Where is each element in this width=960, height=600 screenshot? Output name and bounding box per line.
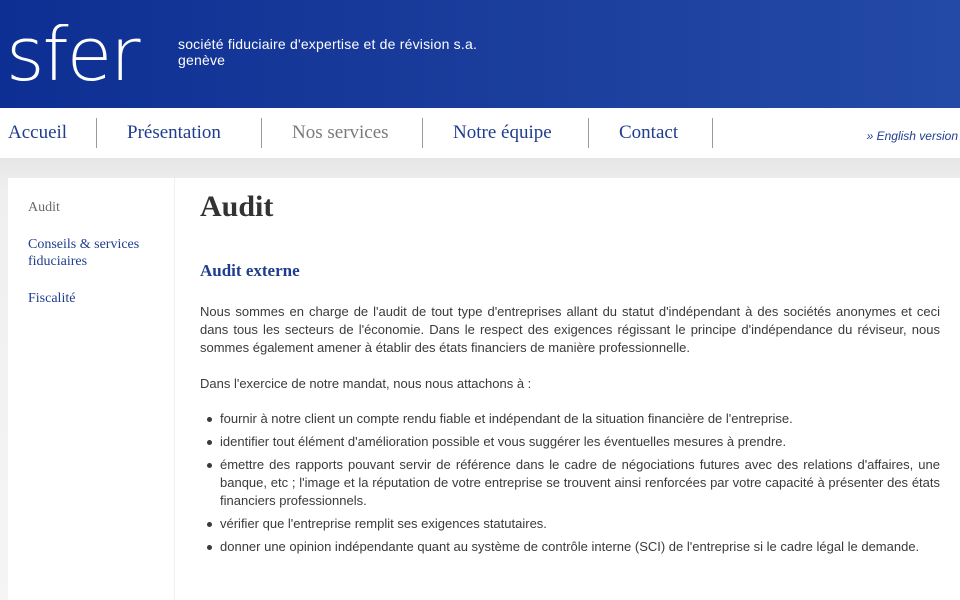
list-item (200, 433, 940, 451)
sidebar-item-fiscalite[interactable]: Fiscalité (28, 291, 76, 306)
list-item-text: fournir à notre client un compte rendu fiable et indépendant de la situation financière de l'entreprise. (220, 411, 793, 426)
company-tagline (178, 36, 477, 68)
nav-notre-equipe[interactable]: Notre équipe (453, 122, 552, 143)
list-item-text: vérifier que l'entreprise remplit ses exigences statutaires. (220, 516, 547, 531)
section-title: Audit externe (200, 261, 300, 280)
list-item-text: émettre des rapports pouvant servir de référence dans le cadre de négociations futures avec des relations d'affaires, une banque, etc ; l'image et la réputation de votre entreprise se trouvent ainsi renforcées par votre capacité à présenter des états financiers professionnels. (220, 457, 940, 508)
list-item (200, 515, 940, 533)
tagline-line-2: genève (178, 52, 226, 68)
intro-paragraph: Nous sommes en charge de l'audit de tout type d'entreprises allant du statut d'indépendant à des sociétés anonymes et ceci dans tous les secteurs de l'économie. Dans le respect des exigences régissant le principe d'indépendance du réviseur, nous sommes également amener à établir des états financiers de manière professionnelle. (200, 304, 940, 355)
mandate-list (200, 410, 940, 561)
nav-separator (422, 118, 423, 148)
english-version-link[interactable]: » English version (866, 129, 958, 143)
sidebar-item-conseils[interactable]: Conseils & services fiduciaires (28, 237, 140, 269)
list-item (200, 410, 940, 428)
bullet-icon (207, 463, 212, 468)
bullet-icon (207, 522, 212, 527)
sidebar (8, 178, 174, 600)
sidebar-item-audit[interactable]: Audit (28, 200, 60, 215)
bullet-icon (207, 545, 212, 550)
nav-presentation[interactable]: Présentation (127, 122, 221, 143)
bullet-icon (207, 417, 212, 422)
tagline-line-1: société fiduciaire d'expertise et de révision s.a. (178, 36, 478, 52)
sfer-logo[interactable] (6, 24, 166, 110)
list-item-text: donner une opinion indépendante quant au système de contrôle interne (SCI) de l'entreprise si le cadre légal le demande. (220, 539, 920, 554)
column-divider (174, 178, 175, 600)
nav-separator (96, 118, 97, 148)
logo-text: sfer (6, 24, 139, 98)
nav-separator (261, 118, 262, 148)
nav-contact[interactable]: Contact (619, 122, 679, 143)
bullet-icon (207, 440, 212, 445)
nav-accueil[interactable]: Accueil (8, 122, 68, 143)
list-item (200, 456, 940, 510)
page-title: Audit (200, 190, 274, 223)
nav-separator (712, 118, 713, 148)
nav-separator (588, 118, 589, 148)
site-header (0, 0, 960, 108)
main-nav (0, 108, 960, 158)
mandate-paragraph: Dans l'exercice de notre mandat, nous nous attachons à : (200, 376, 532, 391)
list-item (200, 538, 940, 556)
list-item-text: identifier tout élément d'amélioration possible et vous suggérer les éventuelles mesures à prendre. (220, 434, 787, 449)
nav-nos-services[interactable]: Nos services (292, 122, 389, 143)
